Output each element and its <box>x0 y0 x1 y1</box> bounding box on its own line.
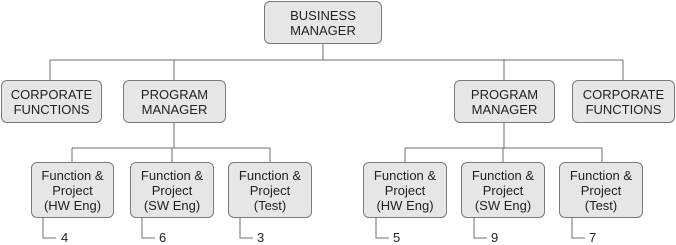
headcount-label: 7 <box>589 230 597 245</box>
function-project-sw-eng-right-box: Function & Project (SW Eng) <box>461 162 545 218</box>
headcount-label: 9 <box>491 230 499 245</box>
headcount-label: 6 <box>159 230 167 245</box>
headcount-label: 3 <box>257 230 265 245</box>
business-manager-box: BUSINESS MANAGER <box>264 1 382 44</box>
program-manager-right-box: PROGRAM MANAGER <box>454 80 555 123</box>
count-leader-left-3 <box>240 218 253 238</box>
count-leader-right-3 <box>572 218 585 238</box>
corporate-functions-right-box: CORPORATE FUNCTIONS <box>572 80 675 123</box>
count-leader-right-1 <box>376 218 389 238</box>
count-leader-left-1 <box>43 218 56 238</box>
count-leader-right-2 <box>474 218 487 238</box>
headcount-label: 5 <box>393 230 401 245</box>
function-project-test-left-box: Function & Project (Test) <box>228 162 312 218</box>
function-project-hw-eng-left-box: Function & Project (HW Eng) <box>31 162 114 218</box>
program-manager-left-box: PROGRAM MANAGER <box>123 80 226 123</box>
count-leader-left-2 <box>142 218 155 238</box>
function-project-test-right-box: Function & Project (Test) <box>559 162 643 218</box>
headcount-label: 4 <box>61 230 69 245</box>
corporate-functions-left-box: CORPORATE FUNCTIONS <box>1 80 102 123</box>
function-project-hw-eng-right-box: Function & Project (HW Eng) <box>363 162 447 218</box>
function-project-sw-eng-left-box: Function & Project (SW Eng) <box>130 162 214 218</box>
